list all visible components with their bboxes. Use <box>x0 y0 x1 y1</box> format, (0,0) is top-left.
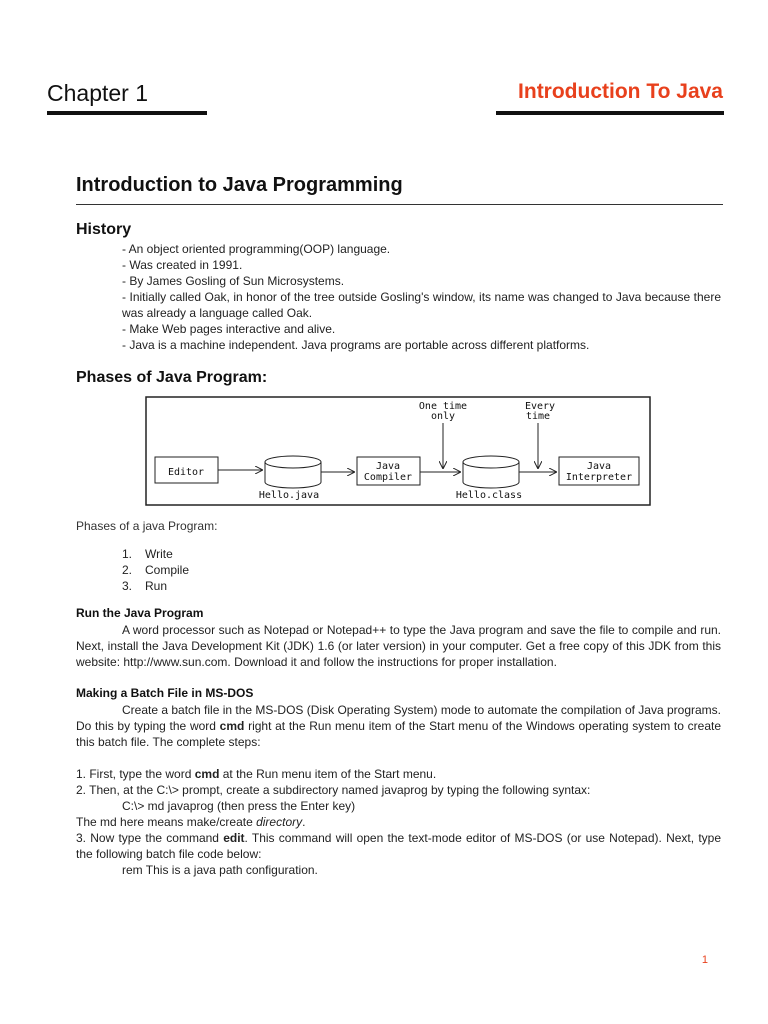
page-title: Introduction to Java Programming <box>76 174 403 196</box>
compiler-label-line2: Compiler <box>363 472 413 483</box>
class-file-label: Hello.class <box>455 490 523 501</box>
editor-label: Editor <box>167 467 205 478</box>
rem-line: rem This is a java path configuration. <box>122 863 318 877</box>
every-time-label-line1: Every <box>524 401 556 412</box>
batch-text-b: right at the Run menu item of the Start menu of the Windows operating system to create this batch file. The complete steps: <box>76 719 722 749</box>
interpreter-label-line2: Interpreter <box>565 472 633 483</box>
phase-steps-list <box>122 546 189 594</box>
run-paragraph <box>76 622 721 670</box>
step-1-text-a: 1. First, type the word <box>76 767 195 781</box>
chapter-underline <box>47 111 207 115</box>
history-list <box>122 241 721 353</box>
list-item <box>122 546 189 562</box>
history-item: - An object oriented programming(OOP) language. <box>122 242 391 256</box>
history-item: - Make Web pages interactive and alive. <box>122 322 336 336</box>
java-phases-diagram <box>145 396 651 506</box>
md-note-italic: directory <box>256 815 303 829</box>
md-note-text-b: . <box>302 815 306 829</box>
list-item-number: 1. <box>122 547 133 561</box>
history-item: - Initially called Oak, in honor of the tree outside Gosling's window, its name was changed to Java because there was already a language called Oak. <box>122 290 721 320</box>
step-3-bold: edit <box>223 831 245 845</box>
chapter-title: Introduction To Java <box>518 80 723 103</box>
step-1 <box>76 766 721 782</box>
batch-text-a: Create a batch file in the MS-DOS (Disk Operating System) mode to automate the compilation of Java programs. Do this by typing the word <box>76 703 721 733</box>
chapter-label: Chapter 1 <box>47 80 149 106</box>
list-item-label: Run <box>145 579 168 593</box>
list-item-number: 3. <box>122 579 133 593</box>
one-time-label-line1: One time <box>418 401 468 412</box>
chapter-title-underline <box>496 111 724 115</box>
page-number: 1 <box>701 954 708 966</box>
run-paragraph-text: A word processor such as Notepad or Notepad++ to type the Java program and save the file to compile and run. Next, install the Java Development Kit (JDK) 1.6 (or later version) in your computer. Get a free copy of this JDK from this website: http://www.sun.com. Download it and follow the instructions for proper installation. <box>76 623 721 669</box>
list-item-label: Compile <box>145 563 190 577</box>
source-file-label: Hello.java <box>258 490 320 501</box>
step-2-command: C:\> md javaprog (then press the Enter key) <box>122 799 356 813</box>
md-note <box>76 814 721 830</box>
md-note-text-a: The md here means make/create <box>76 815 257 829</box>
step-3-text-a: 3. Now type the command <box>76 831 224 845</box>
batch-paragraph <box>76 702 721 750</box>
history-heading: History <box>76 221 132 238</box>
class-file-cylinder <box>463 456 519 488</box>
list-item-label: Write <box>145 547 173 561</box>
diagram-frame <box>146 397 650 505</box>
batch-heading: Making a Batch File in MS-DOS <box>76 686 254 700</box>
step-1-text-b: at the Run menu item of the Start menu. <box>219 767 437 781</box>
step-2: 2. Then, at the C:\> prompt, create a subdirectory named javaprog by typing the following syntax: <box>76 783 591 797</box>
step-3 <box>76 830 721 862</box>
compiler-label-line1: Java <box>375 461 401 472</box>
one-time-label-line2: only <box>430 411 456 422</box>
phases-heading: Phases of Java Program: <box>76 369 268 386</box>
interpreter-label-line1: Java <box>586 461 612 472</box>
diagram-caption: Phases of a java Program: <box>76 519 218 533</box>
batch-steps <box>76 766 721 878</box>
list-item <box>122 562 189 578</box>
history-item: - Java is a machine independent. Java programs are portable across different platforms. <box>122 338 590 352</box>
batch-cmd-bold: cmd <box>219 719 245 733</box>
source-file-cylinder <box>265 456 321 488</box>
step-1-bold: cmd <box>194 767 220 781</box>
step-3-text-b: . This command will open the text-mode editor of MS-DOS (or use Notepad). Next, type the following batch file code below: <box>76 831 722 861</box>
history-item: - By James Gosling of Sun Microsystems. <box>122 274 345 288</box>
title-divider <box>76 204 723 205</box>
list-item <box>122 578 189 594</box>
run-heading: Run the Java Program <box>76 606 204 620</box>
history-item: - Was created in 1991. <box>122 258 243 272</box>
every-time-label-line2: time <box>525 411 551 422</box>
list-item-number: 2. <box>122 563 133 577</box>
